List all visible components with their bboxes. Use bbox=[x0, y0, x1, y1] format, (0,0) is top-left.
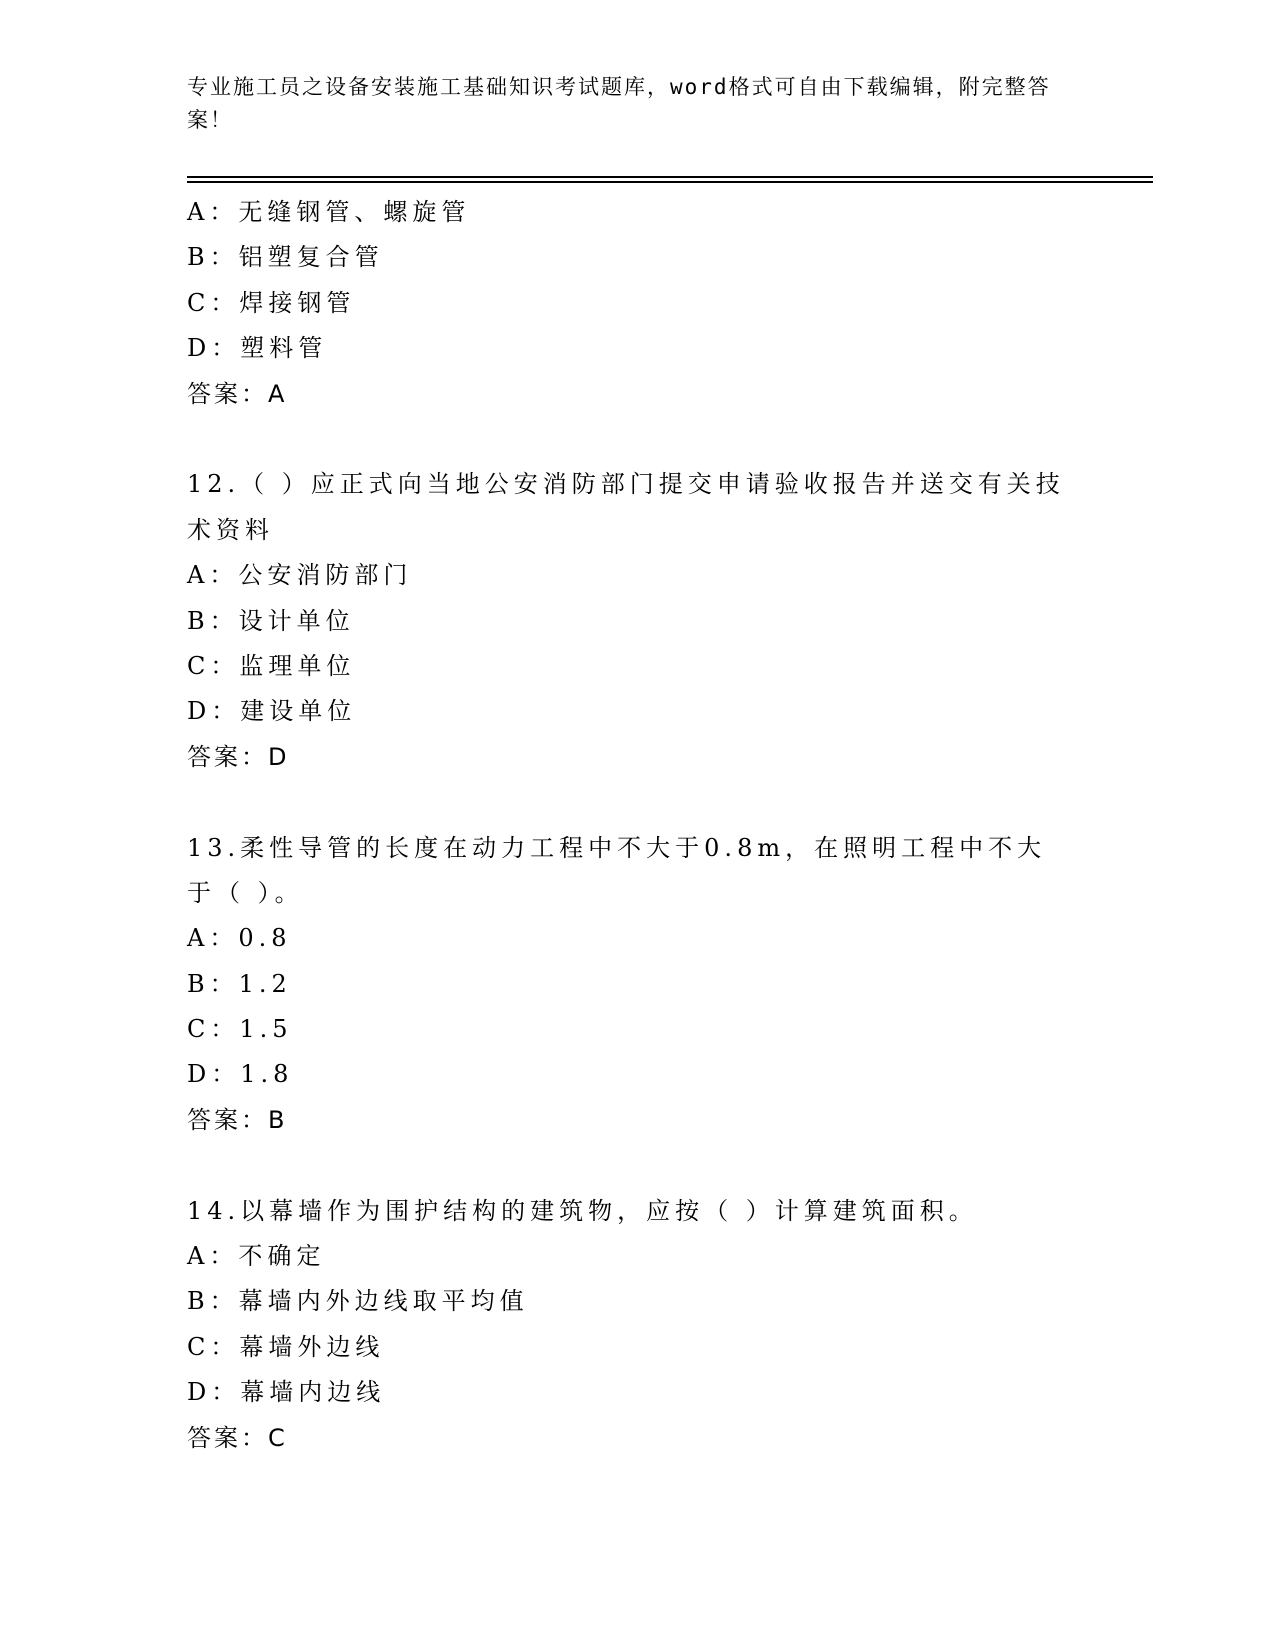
option-c: C：监理单位 bbox=[187, 651, 356, 680]
header-divider-top bbox=[187, 176, 1153, 178]
answer-line: 答案：B bbox=[187, 1105, 288, 1134]
question-spacer bbox=[187, 1143, 1087, 1188]
option-b: B：设计单位 bbox=[187, 606, 355, 635]
question-stem: 13.柔性导管的长度在动力工程中不大于0.8m，在照明工程中不大于（ ）。 bbox=[187, 833, 1047, 907]
question-item bbox=[187, 1189, 1087, 1461]
document-header: 专业施工员之设备安装施工基础知识考试题库，word格式可自由下载编辑，附完整答案！ bbox=[187, 75, 1051, 132]
option-c: C：幕墙外边线 bbox=[187, 1332, 385, 1361]
option-a: A：不确定 bbox=[187, 1242, 326, 1271]
question-item bbox=[187, 462, 1087, 780]
option-a: A：公安消防部门 bbox=[187, 561, 413, 590]
option-a: A：无缝钢管、螺旋管 bbox=[187, 198, 471, 226]
header-divider-bottom bbox=[187, 181, 1153, 183]
question-spacer bbox=[187, 417, 1087, 462]
answer-line: 答案：D bbox=[187, 742, 290, 771]
option-b: B：幕墙内外边线取平均值 bbox=[187, 1287, 529, 1316]
option-c: C：焊接钢管 bbox=[187, 288, 356, 317]
question-stem: 14.以幕墙作为围护结构的建筑物，应按（ ）计算建筑面积。 bbox=[187, 1196, 978, 1225]
question-item bbox=[187, 190, 1087, 417]
answer-line: 答案：A bbox=[187, 379, 288, 408]
option-b: B：铝塑复合管 bbox=[187, 243, 384, 272]
option-d: D：建设单位 bbox=[187, 697, 357, 726]
option-b: B：1.2 bbox=[187, 969, 292, 998]
option-c: C：1.5 bbox=[187, 1015, 293, 1044]
question-stem: 12.（ ）应正式向当地公安消防部门提交申请验收报告并送交有关技术资料 bbox=[187, 470, 1065, 544]
answer-line: 答案：C bbox=[187, 1423, 288, 1452]
question-item bbox=[187, 826, 1087, 1144]
question-spacer bbox=[187, 780, 1087, 825]
option-a: A：0.8 bbox=[187, 924, 292, 953]
option-d: D：1.8 bbox=[187, 1060, 294, 1089]
option-d: D：塑料管 bbox=[187, 334, 328, 363]
question-list bbox=[187, 190, 1087, 1461]
option-d: D：幕墙内边线 bbox=[187, 1378, 386, 1407]
